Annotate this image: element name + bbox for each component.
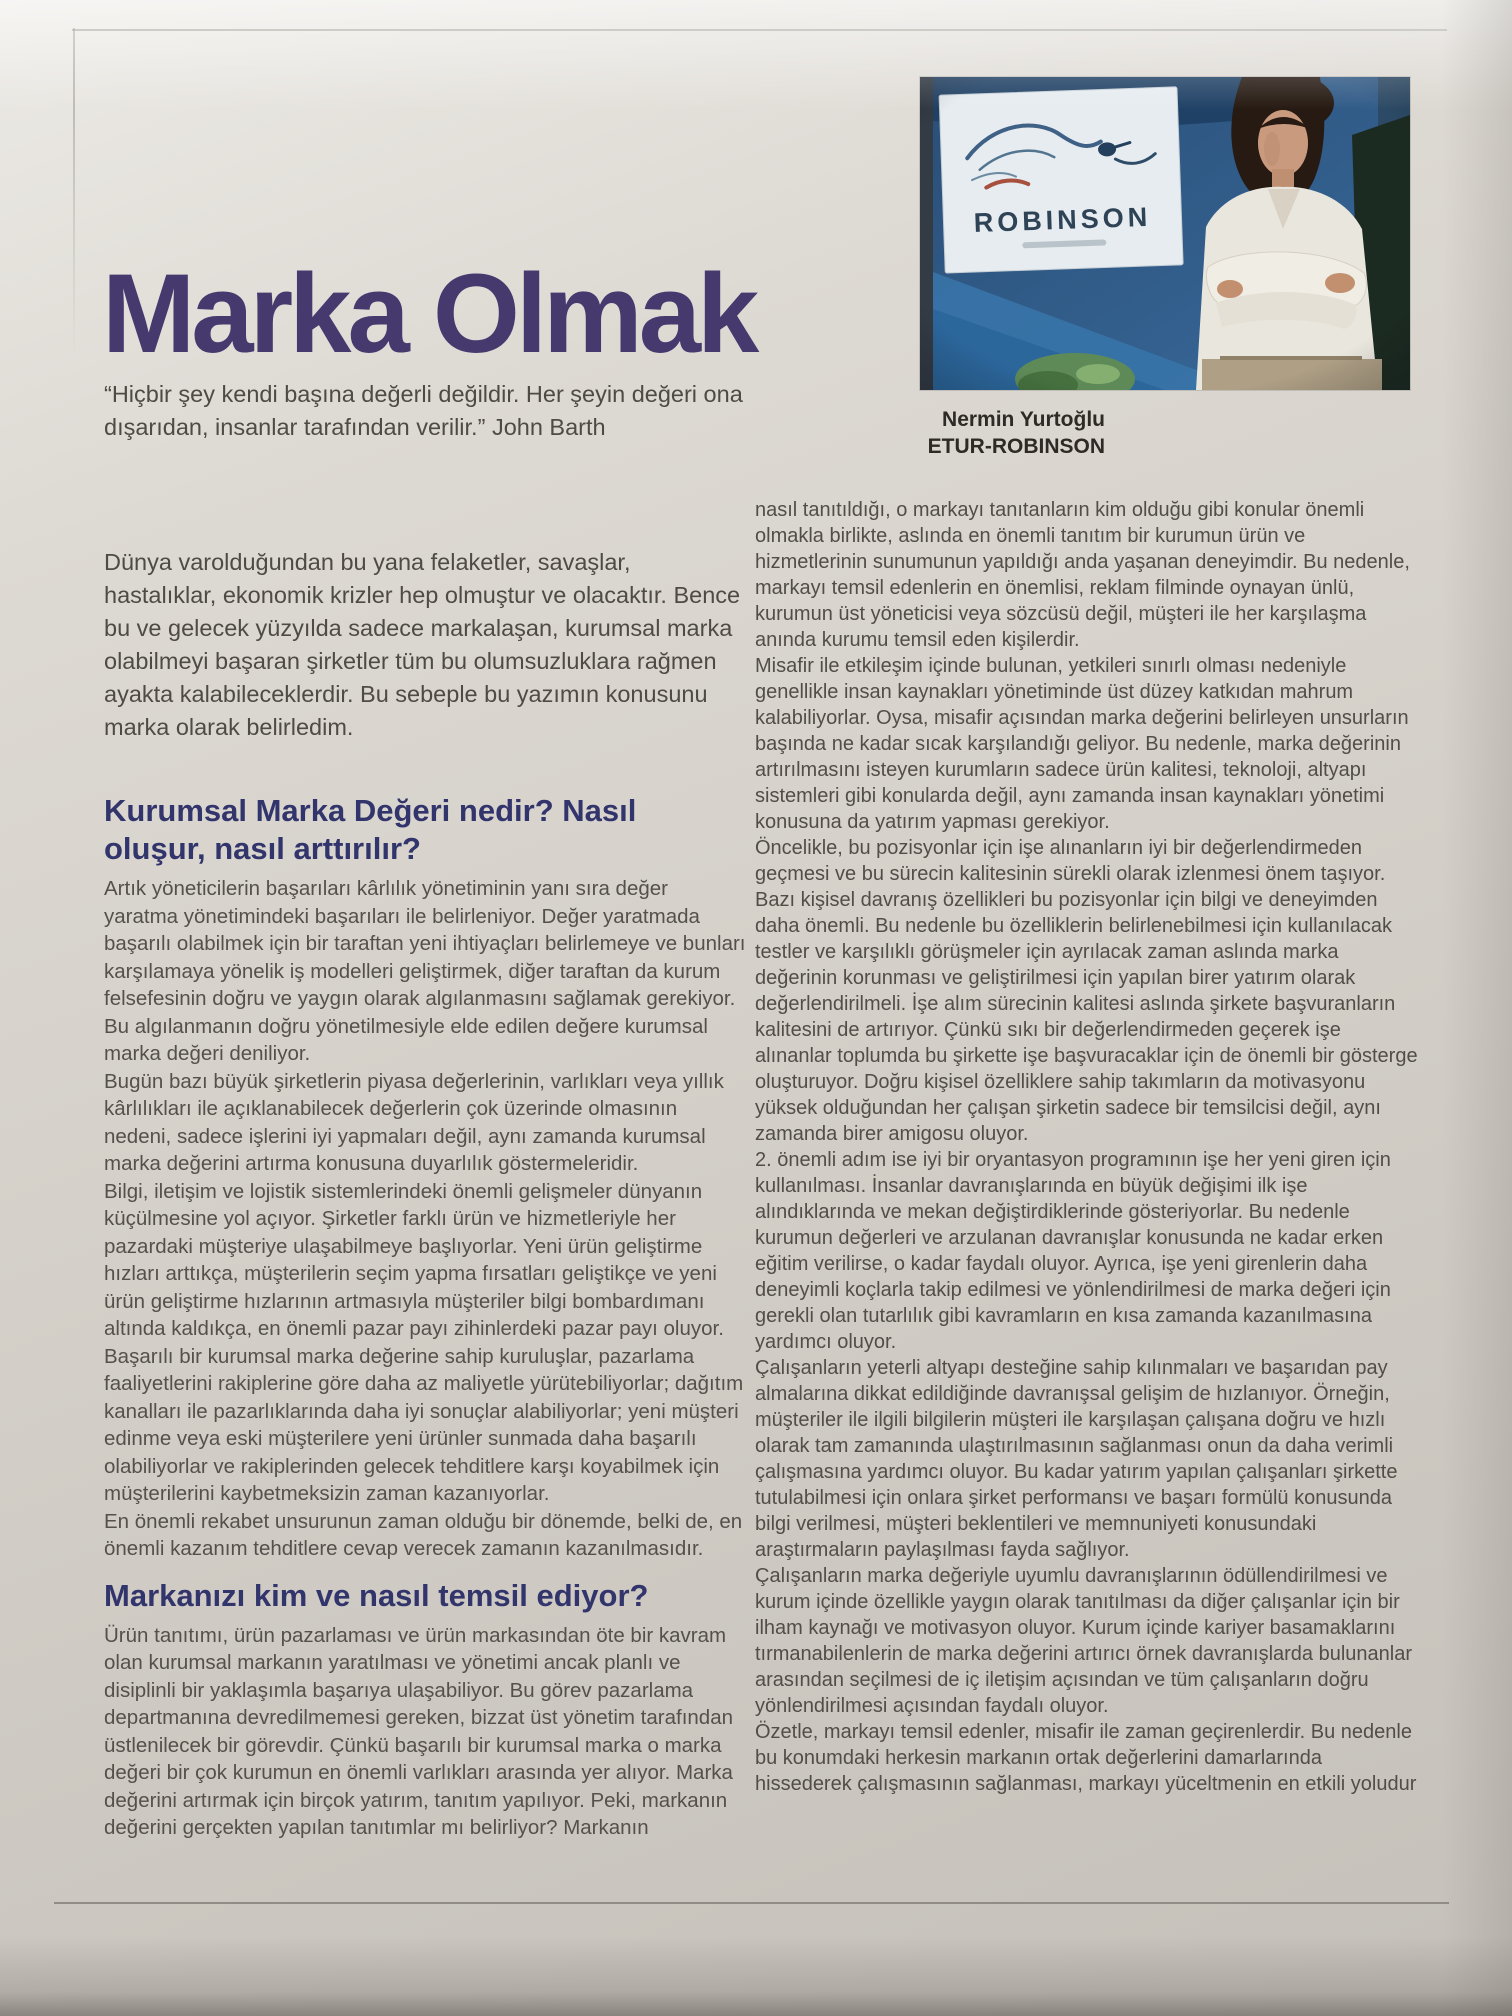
author-photo bbox=[920, 77, 1410, 390]
right-column bbox=[755, 497, 1419, 1797]
author-company: ETUR-ROBINSON bbox=[927, 435, 1105, 458]
opening-quote: “Hiçbir şey kendi başına değerli değildir. Her şeyin değeri ona dışarıdan, insanlar tarafından verilir.” John Barth bbox=[104, 381, 743, 440]
article-paragraph: Çalışanların marka değeriyle uyumlu davranışlarının ödüllendirilmesi ve kurum içinde özellikle yaygın olarak tanıtılması da diğer çalışanlar için bir ilham kaynağı ve motivasyon oluyor. Kurum içinde kariyer basamaklarını tırmanabilenlerin de marka değerini artırıcı örnek davranışlarda bulunanlar arasından seçilmesi de iç iletişim açısından ve tüm çalışanların doğru yönlendirilmesi açısından faydalı oluyor. bbox=[755, 1565, 1413, 1717]
author-name: Nermin Yurtoğlu bbox=[942, 408, 1105, 431]
bottom-divider bbox=[54, 1902, 1449, 1904]
article-paragraph: Öncelikle, bu pozisyonlar için işe alınanların iyi bir değerlendirmeden geçmesi ve bu sürecin kalitesinin sürekli olarak izlenmesi önem taşıyor. Bazı kişisel davranış özellikleri bu pozisyonlar için bilgi ve deneyimden daha önemli. Bu nedenle bu özelliklerin belirlenebilmesi için kullanılacak testler ve karşılıklı görüşmeler için ayrılacak zaman aslında marka değerinin korunması ve geliştirilmesi için yapılan birer yatırım olarak değerlendirilmeli. İşe alım sürecinin kalitesi aslında şirkete başvuranların kalitesini de artırıyor. Çünkü sıkı bir değerlendirmeden geçerek işe alınanlar toplumda bu şirkette işe başvuracaklar için de önemli bir gösterge oluşturuyor. Doğru kişisel özelliklere sahip takımların da motivasyonu yüksek olduğundan her çalışan şirketin sadece bir temsilcisi değil, aynı zamanda birer amigosu oluyor. bbox=[755, 837, 1418, 1145]
article-paragraph: Bilgi, iletişim ve lojistik sistemlerindeki önemli gelişmeler dünyanın küçülmesine yol açıyor. Şirketler farklı ürün ve hizmetleriyle her pazardaki müşteriye ulaşabilmeye başlıyorlar. Yeni ürün geliştirme hızları arttıkça, müşterilerin seçim yapma fırsatları geliştikçe ve yeni ürün geliştirme hızlarının artmasıyla müşteriler bilgi bombardımanı altında kaldıkça, en önemli pazar payı zihinlerdeki pazar payı oluyor. bbox=[104, 1179, 724, 1340]
section-heading-brand-value: Kurumsal Marka Değeri nedir? Nasıl oluşur, nasıl arttırılır? bbox=[104, 793, 637, 866]
article-paragraph: 2. önemli adım ise iyi bir oryantasyon programının işe her yeni giren için kullanılması. İnsanlar davranışlarında en büyük değişimi ilk işe alındıklarında ve mekan değiştirdiklerinde gösteriyorlar. Bu nedenle kurumun değerleri ve arzulanan davranışlar konusunda ne kadar erken eğitim verilirse, o kadar faydalı oluyor. Ayrıca, işe yeni girenlerin daha deneyimli koçlarla takip edilmesi ve yönlendirilmesi de marka değeri için gerekli olan tutarlılık gibi kavramların en kısa zamanda kazanılmasına yardımcı oluyor. bbox=[755, 1149, 1391, 1353]
article-title: Marka Olmak bbox=[102, 251, 756, 376]
paper-crease bbox=[73, 28, 75, 358]
article-paragraph: Başarılı bir kurumsal marka değerine sahip kuruluşlar, pazarlama faaliyetlerini rakiplerine göre daha az maliyetle yürütebiliyorlar; dağıtım kanalları ile pazarlıklarında daha iyi sonuçlar alabiliyorlar; yeni müşteri edinme veya eski müşterilere yeni ürünler sunmada daha başarılı olabiliyorlar ve rakiplerinden gelecek tehditlere karşı koyabilmek için müşterilerini kaybetmeksizin zaman kazanıyorlar. bbox=[104, 1344, 744, 1505]
article-paragraph: nasıl tanıtıldığı, o markayı tanıtanların kim olduğu gibi konular önemli olmakla birlikte, aslında en önemli tanıtım bir kurumun ürün ve hizmetlerinin sunumunun yapıldığı anda yaşanan deneyimdir. Bu nedenle, markayı temsil edenlerin en önemlisi, reklam filminde oynayan ünlü, kurumun üst yöneticisi veya sözcüsü değil, müşteri ile her karşılaşma anında kurumu temsil eden kişilerdir. bbox=[755, 499, 1410, 651]
left-column bbox=[104, 378, 746, 1842]
photo-caption bbox=[845, 406, 1105, 460]
scan-shadow-right bbox=[1442, 0, 1512, 2016]
right-body bbox=[755, 497, 1419, 1797]
article-paragraph: Bugün bazı büyük şirketlerin piyasa değerlerinin, varlıkları veya yıllık kârlılıkları ile açıklanabilecek değerlerin çok üzerinde olmasının nedeni, sadece işlerini iyi yapmaları değil, aynı zamanda kurumsal marka değerini artırma konusuna duyarlılık göstermeleridir. bbox=[104, 1069, 724, 1175]
section-heading-representation: Markanızı kim ve nasıl temsil ediyor? bbox=[104, 1577, 649, 1613]
article-paragraph: Özetle, markayı temsil edenler, misafir ile zaman geçirenlerdir. Bu nedenle bu konumdaki herkesin markanın ortak değerlerini damarlarında hissederek çalışmasının sağlanması, markayı yüceltmenin en etkili yoludur bbox=[755, 1721, 1417, 1795]
article-paragraph: Ürün tanıtımı, ürün pazarlaması ve ürün markasından öte bir kavram olan kurumsal markanın yaratılması ve yönetimi ancak planlı ve disiplinli bir yaklaşımla başarıya ulaşabiliyor. Bu görev pazarlama departmanına devredilmemesi gereken, bizzat üst yönetim tarafından üstlenilecek bir görevdir. Çünkü başarılı bir kurumsal marka o marka değeri bir çok kurumun en önemli varlıkları arasında yer alıyor. Marka değerini artırmak için birçok yatırım, tanıtım yapılıyor. Peki, markanın değerini gerçekten yapılan tanıtımlar mı belirliyor? Markanın bbox=[104, 1623, 734, 1839]
author-photo-illustration bbox=[920, 77, 1410, 390]
article-paragraph: En önemli rekabet unsurunun zaman olduğu bir dönemde, belki de, en önemli kazanım tehditlere cevap verecek zamanın kazanılmasıdır. bbox=[104, 1509, 743, 1560]
article-paragraph: Çalışanların yeterli altyapı desteğine sahip kılınmaları ve başarıdan pay almalarına dikkat edildiğinde davranışsal gelişim de hızlanıyor. Örneğin, müşteriler ile ilgili bilgilerin müşteri ile karşılaşan çalışana doğru ve hızlı olarak tam zamanında ulaştırılmasının sağlanması onun da daha verimli çalışmasına yardımcı oluyor. Bu kadar yatırım yapılan çalışanları şirkette tutulabilmesi için onlara şirket performansı ve başarı formülü konusunda bilgi verilmesi, müşteri beklentileri ve memnuniyeti konusundaki araştırmaların paylaşılması fayda sağlıyor. bbox=[755, 1357, 1398, 1561]
top-divider bbox=[72, 29, 1447, 31]
article-paragraph: Misafir ile etkileşim içinde bulunan, yetkileri sınırlı olması nedeniyle genellikle insan kaynakları yönetiminde üst düzey katkıdan mahrum kalabiliyorlar. Oysa, misafir açısından marka değerini belirleyen unsurların başında ne kadar sıcak karşılandığı geliyor. Bu nedenle, marka değerinin artırılmasını isteyen kurumların sadece ürün kalitesi, teknoloji, altyapı sistemleri gibi konularda değil, aynı zamanda insan kaynakları yönetimi konusuna da yatırım yapması gerekiyor. bbox=[755, 655, 1409, 833]
intro-paragraph: Dünya varolduğundan bu yana felaketler, savaşlar, hastalıklar, ekonomik krizler hep olmuştur ve olacaktır. Bence bu ve gelecek yüzyılda sadece markalaşan, kurumsal marka olabilmeyi başaran şirketler tüm bu olumsuzluklara rağmen ayakta kalabileceklerdir. Bu sebeple bu yazımın konusunu marka olarak belirledim. bbox=[104, 549, 741, 740]
scan-shadow-bottom bbox=[0, 1936, 1512, 2016]
left-body-2 bbox=[104, 1622, 746, 1842]
left-body-1 bbox=[104, 875, 746, 1563]
article-paragraph: Artık yöneticilerin başarıları kârlılık yönetiminin yanı sıra değer yaratma yönetimindeki başarıları ile belirleniyor. Değer yaratmada başarılı olabilmek için bir taraftan yeni ihtiyaçları belirlemeye ve bunları karşılamaya yönelik iş modelleri geliştirmek, diğer taraftan da kurum felsefesinin doğru ve yaygın olarak algılanmasını sağlamak gerekiyor. Bu algılanmanın doğru yönetilmesiyle elde edilen değere kurumsal marka değeri deniliyor. bbox=[104, 877, 746, 1065]
